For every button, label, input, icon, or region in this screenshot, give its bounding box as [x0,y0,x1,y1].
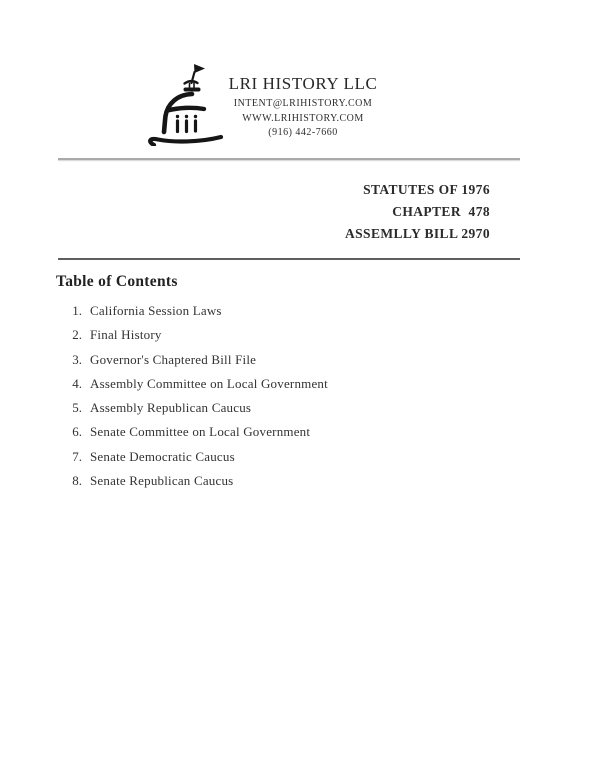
divider-top [58,158,520,160]
chapter-line: CHAPTER 478 [392,203,490,219]
toc-item [56,473,328,497]
toc-item-number: 8. [72,473,82,489]
toc-item [56,376,328,400]
toc-item-number: 7. [72,448,82,464]
toc-item-text: Assembly Committee on Local Government [90,375,328,391]
company-name: LRI HISTORY LLC [228,74,378,93]
toc-item [56,327,328,351]
toc-item-number: 5. [72,400,82,416]
company-website: WWW.LRIHISTORY.COM [242,112,364,124]
company-email: INTENT@LRIHISTORY.COM [233,98,373,109]
statute-reference-block [345,179,490,244]
toc-list [56,303,328,497]
toc-item [56,352,328,376]
toc-item-text: Final History [90,327,162,343]
toc-item [56,400,328,424]
toc-item-text: Senate Republican Caucus [90,473,234,489]
statutes-line: STATUTES OF 1976 [363,182,490,197]
toc-item [56,424,328,448]
toc-item-text: California Session Laws [90,303,222,318]
toc-item-number: 3. [72,351,82,367]
company-phone: (916) 442-7660 [268,127,338,138]
divider-bottom [58,258,520,260]
toc-item-text: Senate Democratic Caucus [90,448,235,464]
toc-item-text: Senate Committee on Local Government [90,424,311,440]
toc-item-text: Assembly Republican Caucus [90,400,252,416]
toc-item-number: 1. [72,303,82,318]
toc-item-number: 2. [72,327,82,343]
toc-heading: Table of Contents [56,273,178,290]
toc-item-number: 6. [72,424,82,440]
toc-item [56,303,328,327]
assembly-bill-line: ASSEMLLY BILL 2970 [344,225,490,241]
toc-item [56,449,328,473]
toc-item-text: Governor's Chaptered Bill File [90,351,257,367]
toc-item-number: 4. [72,375,82,391]
